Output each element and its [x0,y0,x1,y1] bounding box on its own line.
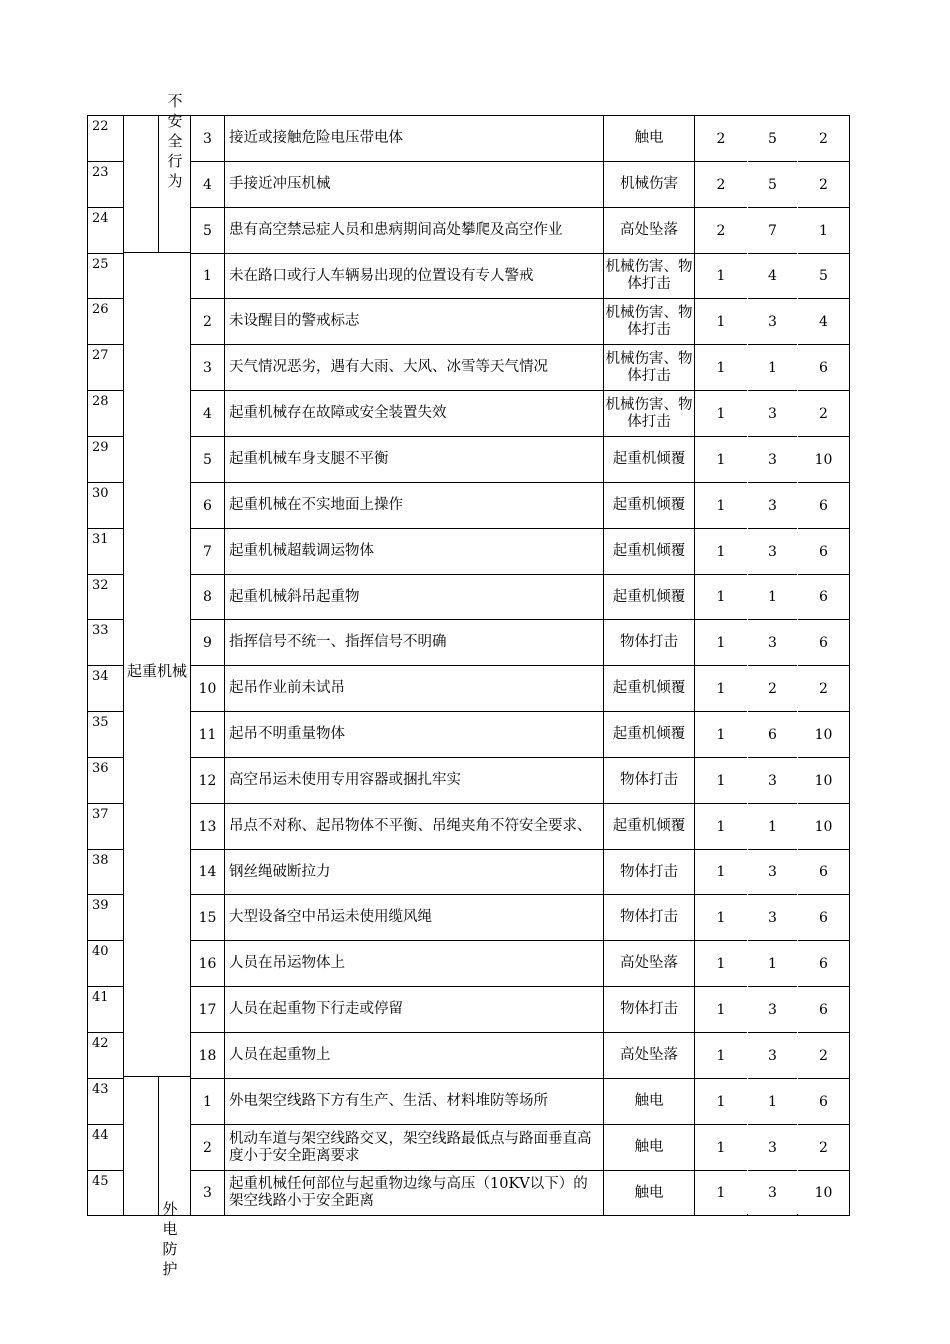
score-c-cell: 5 [797,253,850,299]
sequence-cell: 3 [190,115,225,162]
row-number-cell: 44 [87,1124,124,1171]
score-l-cell: 1 [694,849,748,895]
hazard-description-cell: 未设醒目的警戒标志 [224,298,604,345]
harm-type-cell: 物体打击 [603,757,695,804]
hazard-description-cell: 患有高空禁忌症人员和患病期间高处攀爬及高空作业 [224,207,604,254]
sequence-cell: 1 [190,1078,225,1125]
hazard-description-cell: 手接近冲压机械 [224,161,604,208]
score-c-cell: 2 [797,1032,850,1079]
hazard-description-cell: 钢丝绳破断拉力 [224,849,604,895]
row-number-cell: 31 [87,528,124,575]
row-number-cell: 25 [87,253,124,299]
row-number-cell: 28 [87,390,124,437]
sequence-cell: 2 [190,1124,225,1171]
score-e-cell: 3 [747,1170,798,1216]
harm-type-cell: 高处坠落 [603,207,695,254]
hazard-description-cell: 人员在吊运物体上 [224,940,604,987]
row-number-cell: 41 [87,986,124,1033]
score-e-cell: 5 [747,115,798,162]
row-number-cell: 23 [87,161,124,208]
score-c-cell: 10 [797,711,850,758]
score-l-cell: 2 [694,207,748,254]
sequence-cell: 11 [190,711,225,758]
score-e-cell: 5 [747,161,798,208]
score-l-cell: 1 [694,757,748,804]
score-e-cell: 3 [747,849,798,895]
score-e-cell: 1 [747,803,798,850]
row-number-cell: 34 [87,665,124,712]
harm-type-cell: 机械伤害、物体打击 [603,253,695,299]
sequence-cell: 4 [190,390,225,437]
score-e-cell: 3 [747,482,798,529]
score-c-cell: 6 [797,619,850,666]
sequence-cell: 5 [190,436,225,483]
score-l-cell: 2 [694,161,748,208]
row-number-cell: 29 [87,436,124,483]
category-cell-external-power-inner [158,1076,191,1216]
row-number-cell: 43 [87,1078,124,1125]
hazard-description-cell: 人员在起重物上 [224,1032,604,1079]
score-c-cell: 6 [797,940,850,987]
hazard-description-cell: 起吊不明重量物体 [224,711,604,758]
harm-type-cell: 机械伤害、物体打击 [603,344,695,391]
harm-type-cell: 物体打击 [603,986,695,1033]
score-e-cell: 3 [747,1124,798,1171]
hazard-description-cell: 大型设备空中吊运未使用缆风绳 [224,894,604,941]
score-e-cell: 3 [747,1032,798,1079]
sequence-cell: 10 [190,665,225,712]
score-l-cell: 1 [694,711,748,758]
row-number-cell: 27 [87,344,124,391]
sequence-cell: 17 [190,986,225,1033]
harm-type-cell: 触电 [603,1170,695,1216]
row-number-cell: 33 [87,619,124,666]
hazard-description-cell: 天气情况恶劣，遇有大雨、大风、冰雪等天气情况 [224,344,604,391]
hazard-description-cell: 指挥信号不统一、指挥信号不明确 [224,619,604,666]
category-cell-unsafe-behavior-outer [123,115,159,253]
sequence-cell: 12 [190,757,225,804]
sequence-cell: 3 [190,344,225,391]
row-number-cell: 30 [87,482,124,529]
group-label-lifting-machinery: 起重机械 [127,662,188,680]
score-c-cell: 6 [797,849,850,895]
score-c-cell: 2 [797,665,850,712]
score-c-cell: 6 [797,574,850,620]
score-c-cell: 6 [797,482,850,529]
score-c-cell: 10 [797,757,850,804]
row-number-cell: 37 [87,803,124,850]
score-e-cell: 1 [747,574,798,620]
score-e-cell: 2 [747,665,798,712]
score-e-cell: 3 [747,757,798,804]
sequence-cell: 18 [190,1032,225,1079]
hazard-description-cell: 起重机械任何部位与起重物边缘与高压（10KV以下）的架空线路小于安全距离 [224,1170,604,1216]
score-e-cell: 6 [747,711,798,758]
score-l-cell: 1 [694,803,748,850]
score-c-cell: 2 [797,161,850,208]
score-c-cell: 6 [797,986,850,1033]
score-l-cell: 1 [694,390,748,437]
sequence-cell: 8 [190,574,225,620]
harm-type-cell: 起重机倾覆 [603,528,695,575]
row-number-cell: 24 [87,207,124,254]
hazard-description-cell: 未在路口或行人车辆易出现的位置设有专人警戒 [224,253,604,299]
harm-type-cell: 物体打击 [603,894,695,941]
score-c-cell: 6 [797,1078,850,1125]
harm-type-cell: 高处坠落 [603,1032,695,1079]
score-e-cell: 3 [747,390,798,437]
score-l-cell: 1 [694,1032,748,1079]
sequence-cell: 6 [190,482,225,529]
score-c-cell: 2 [797,115,850,162]
score-l-cell: 1 [694,1124,748,1171]
hazard-description-cell: 外电架空线路下方有生产、生活、材料堆防等场所 [224,1078,604,1125]
column-divider [747,116,748,1214]
score-l-cell: 1 [694,528,748,575]
hazard-description-cell: 人员在起重物下行走或停留 [224,986,604,1033]
score-e-cell: 1 [747,344,798,391]
row-number-cell: 22 [87,115,124,162]
score-c-cell: 2 [797,1124,850,1171]
score-l-cell: 1 [694,940,748,987]
hazard-description-cell: 起重机械车身支腿不平衡 [224,436,604,483]
sequence-cell: 4 [190,161,225,208]
harm-type-cell: 触电 [603,115,695,162]
score-c-cell: 1 [797,207,850,254]
score-e-cell: 4 [747,253,798,299]
harm-type-cell: 高处坠落 [603,940,695,987]
score-e-cell: 3 [747,619,798,666]
sequence-cell: 5 [190,207,225,254]
harm-type-cell: 机械伤害、物体打击 [603,298,695,345]
harm-type-cell: 物体打击 [603,849,695,895]
hazard-description-cell: 起重机械超载调运物体 [224,528,604,575]
row-number-cell: 32 [87,574,124,620]
hazard-description-cell: 起重机械在不实地面上操作 [224,482,604,529]
harm-type-cell: 起重机倾覆 [603,482,695,529]
score-e-cell: 3 [747,436,798,483]
category-cell-external-power-outer [123,1076,159,1216]
sequence-cell: 13 [190,803,225,850]
row-number-cell: 40 [87,940,124,987]
score-c-cell: 4 [797,298,850,345]
score-c-cell: 6 [797,894,850,941]
sequence-cell: 2 [190,298,225,345]
score-l-cell: 1 [694,665,748,712]
score-e-cell: 3 [747,986,798,1033]
score-c-cell: 6 [797,344,850,391]
sequence-cell: 7 [190,528,225,575]
harm-type-cell: 机械伤害、物体打击 [603,390,695,437]
harm-type-cell: 物体打击 [603,619,695,666]
score-c-cell: 10 [797,1170,850,1216]
hazard-description-cell: 机动车道与架空线路交叉，架空线路最低点与路面垂直高度小于安全距离要求 [224,1124,604,1171]
group-label-external-power-protection: 外电防护 [162,1200,178,1278]
harm-type-cell: 触电 [603,1078,695,1125]
score-e-cell: 1 [747,940,798,987]
score-l-cell: 1 [694,619,748,666]
row-number-cell: 45 [87,1170,124,1216]
score-c-cell: 2 [797,390,850,437]
row-number-cell: 36 [87,757,124,804]
score-l-cell: 1 [694,574,748,620]
score-l-cell: 1 [694,986,748,1033]
row-number-cell: 38 [87,849,124,895]
score-l-cell: 2 [694,115,748,162]
hazard-description-cell: 接近或接触危险电压带电体 [224,115,604,162]
harm-type-cell: 起重机倾覆 [603,574,695,620]
row-number-cell: 39 [87,894,124,941]
sequence-cell: 1 [190,253,225,299]
harm-type-cell: 起重机倾覆 [603,711,695,758]
hazard-description-cell: 起重机械斜吊起重物 [224,574,604,620]
harm-type-cell: 起重机倾覆 [603,436,695,483]
score-l-cell: 1 [694,344,748,391]
row-number-cell: 26 [87,298,124,345]
score-e-cell: 3 [747,298,798,345]
row-number-cell: 35 [87,711,124,758]
score-e-cell: 3 [747,528,798,575]
harm-type-cell: 机械伤害 [603,161,695,208]
score-l-cell: 1 [694,436,748,483]
hazard-description-cell: 吊点不对称、起吊物体不平衡、吊绳夹角不符安全要求、 [224,803,604,850]
sequence-cell: 14 [190,849,225,895]
hazard-description-cell: 起重机械存在故障或安全装置失效 [224,390,604,437]
score-e-cell: 3 [747,894,798,941]
score-c-cell: 6 [797,528,850,575]
sequence-cell: 16 [190,940,225,987]
sequence-cell: 9 [190,619,225,666]
score-c-cell: 10 [797,436,850,483]
hazard-description-cell: 起吊作业前未试吊 [224,665,604,712]
score-l-cell: 1 [694,482,748,529]
hazard-description-cell: 高空吊运未使用专用容器或捆扎牢实 [224,757,604,804]
score-e-cell: 1 [747,1078,798,1125]
harm-type-cell: 起重机倾覆 [603,665,695,712]
column-divider [797,116,798,1214]
score-l-cell: 1 [694,1078,748,1125]
sequence-cell: 15 [190,894,225,941]
sequence-cell: 3 [190,1170,225,1216]
score-l-cell: 1 [694,1170,748,1216]
score-l-cell: 1 [694,894,748,941]
harm-type-cell: 起重机倾覆 [603,803,695,850]
score-e-cell: 7 [747,207,798,254]
score-l-cell: 1 [694,253,748,299]
row-number-cell: 42 [87,1032,124,1079]
score-c-cell: 10 [797,803,850,850]
score-l-cell: 1 [694,298,748,345]
harm-type-cell: 触电 [603,1124,695,1171]
group-label-unsafe-behavior: 不安全行为 [167,92,183,190]
